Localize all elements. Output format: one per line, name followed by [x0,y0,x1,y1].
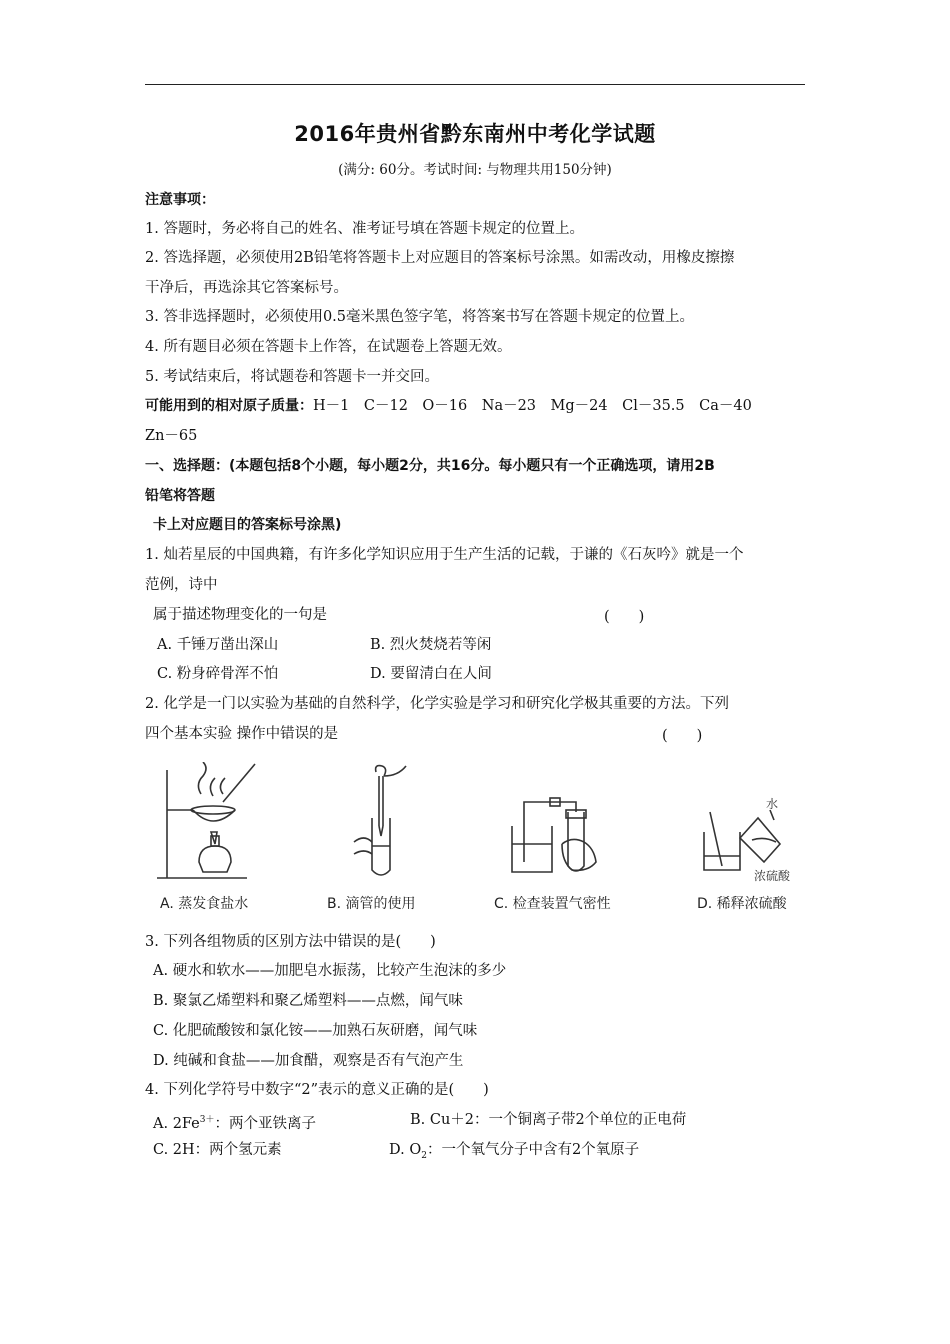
notice-item-2: 2. 答选择题，必须使用2B铅笔将答题卡上对应题目的答案标号涂黑。如需改动，用橡皮擦擦 [145,250,735,266]
q2-answer-paren: ( ) [662,728,703,744]
evaporation-figure [155,762,270,887]
q4-option-d-formula: D. O [389,1142,422,1158]
figure-caption-d: D. 稀释浓硫酸 [697,896,787,912]
q4-option-a-charge: 3＋ [199,1115,215,1125]
atomic-mass-values: H－1 C－12 O－16 Na－23 Mg－24 Cl－35.5 Ca－40 [313,398,752,414]
page-subtitle: (满分: 60分。考试时间: 与物理共用150分钟) [338,162,612,178]
q2-stem-cont: 四个基本实验 操作中错误的是 [145,726,339,742]
q1-stem: 1. 灿若星辰的中国典籍，有许多化学知识应用于生产生活的记载，于谦的《石灰吟》就是一个 [145,547,744,563]
notice-item-2-cont: 干净后，再选涂其它答案标号。 [145,280,348,296]
q3-option-a: A. 硬水和软水——加肥皂水振荡，比较产生泡沫的多少 [153,963,507,979]
q4-option-d-subscript: 2 [421,1150,427,1161]
q1-option-b: B. 烈火焚烧若等闲 [370,637,492,653]
q1-stem-cont: 范例，诗中 [145,577,218,593]
q1-option-a: A. 千锤万凿出深山 [157,637,279,653]
q1-option-d: D. 要留清白在人间 [370,666,492,682]
q3-option-d: D. 纯碱和食盐——加食醋，观察是否有气泡产生 [153,1053,464,1069]
section1-heading-cont-2: 卡上对应题目的答案标号涂黑) [153,517,342,533]
q1-answer-paren: ( ) [604,609,645,625]
figure-caption-a: A. 蒸发食盐水 [160,896,249,912]
notice-heading: 注意事项： [145,192,215,208]
q3-option-c: C. 化肥硫酸铵和氯化铵——加熟石灰研磨，闻气味 [153,1023,478,1039]
q2-stem: 2. 化学是一门以实验为基础的自然科学，化学实验是学习和研究化学极其重要的方法。下列 [145,696,729,712]
q3-option-b: B. 聚氯乙烯塑料和聚乙烯塑料——点燃，闻气味 [153,993,463,1009]
section1-heading: 一、选择题：(本题包括8个小题，每小题2分，共16分。每小题只有一个正确选项，请用2B [145,458,715,474]
atomic-mass-line-2: Zn－65 [145,428,198,444]
water-label: 水 [766,797,779,811]
notice-item-1: 1. 答题时，务必将自己的姓名、准考证号填在答题卡规定的位置上。 [145,221,584,237]
figure-caption-c: C. 检查装置气密性 [494,896,611,912]
q4-option-a-text: ：两个亚铁离子 [214,1115,316,1132]
atomic-mass-label: 可能用到的相对原子质量： [145,398,313,414]
q4-stem: 4. 下列化学符号中数字“2”表示的意义正确的是( ) [145,1082,489,1098]
q1-option-c: C. 粉身碎骨浑不怕 [157,666,279,682]
figure-caption-b: B. 滴管的使用 [327,896,416,912]
q1-stem-cont-2: 属于描述物理变化的一句是 [153,607,327,623]
q4-option-b: B. Cu＋2：一个铜离子带2个单位的正电荷 [410,1112,687,1128]
dropper-figure [346,762,416,887]
atomic-mass-line [145,396,752,416]
q4-option-d-text: ：一个氧气分子中含有2个氧原子 [426,1142,640,1158]
q4-option-d [389,1140,639,1166]
notice-item-5: 5. 考试结束后，将试题卷和答题卡一并交回。 [145,369,439,385]
q3-stem: 3. 下列各组物质的区别方法中错误的是( ) [145,934,436,950]
airtightness-figure [502,762,612,887]
header-rule [145,84,805,85]
section1-heading-cont: 铅笔将答题 [145,488,215,504]
acid-label: 浓硫酸 [754,869,791,883]
q4-option-c: C. 2H：两个氢元素 [153,1142,282,1158]
notice-item-3: 3. 答非选择题时，必须使用0.5毫米黑色签字笔，将答案书写在答题卡规定的位置上。 [145,309,695,325]
notice-item-4: 4. 所有题目必须在答题卡上作答，在试题卷上答题无效。 [145,339,512,355]
dilution-figure [700,762,810,887]
q4-option-a-formula: A. 2Fe [153,1115,200,1132]
page-title: 2016年贵州省黔东南州中考化学试题 [294,122,656,146]
q4-option-a [153,1110,316,1134]
